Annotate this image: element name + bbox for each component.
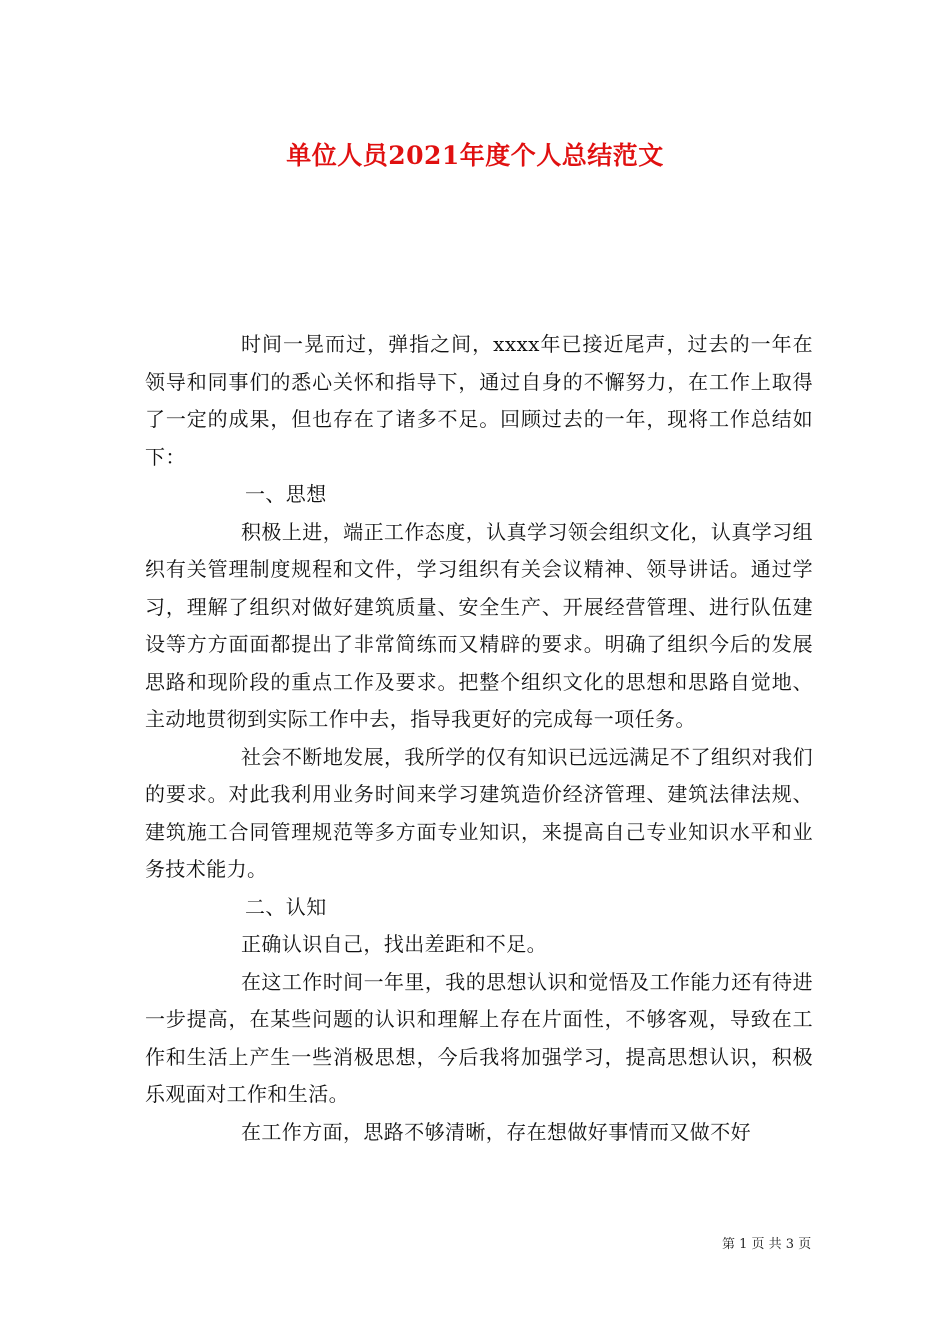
section-heading-thought: 一、思想	[245, 482, 327, 506]
document-title: 单位人员2021年度个人总结范文	[286, 141, 664, 170]
paragraph-thought-1: 积极上进，端正工作态度，认真学习领会组织文化，认真学习组织有关管理制度规程和文件，学习组织有关会议精神、领导讲话。通过学习，理解了组织对做好建筑质量、安全生产、开展经营管理、进行队伍建设等方方面面都提出了非常简练而又精辟的要求。明确了组织今后的发展思路和现阶段的重点工作及要求。把整个组织文化的思想和思路自觉地、主动地贯彻到实际工作中去，指导我更好的完成每一项任务。	[145, 519, 813, 731]
paragraph-cognition-1: 正确认识自己，找出差距和不足。	[241, 932, 547, 956]
paragraph-cognition-3: 在工作方面，思路不够清晰，存在想做好事情而又做不好	[241, 1119, 751, 1144]
paragraph-thought-2: 社会不断地发展，我所学的仅有知识已远远满足不了组织对我们的要求。对此我利用业务时间来学习建筑造价经济管理、建筑法律法规、建筑施工合同管理规范等多方面专业知识，来提高自己专业知识水平和业务技术能力。	[145, 744, 813, 881]
paragraph-cognition-2: 在这工作时间一年里，我的思想认识和觉悟及工作能力还有待进一步提高，在某些问题的认识和理解上存在片面性，不够客观，导致在工作和生活上产生一些消极思想，今后我将加强学习，提高思想认识，积极乐观面对工作和生活。	[145, 969, 813, 1106]
page-number-footer: 第 1 页 共 3 页	[722, 1237, 812, 1252]
section-heading-cognition: 二、认知	[245, 894, 327, 919]
paragraph-intro: 时间一晃而过，弹指之间，xxxx年已接近尾声，过去的一年在领导和同事们的悉心关怀和指导下，通过自身的不懈努力，在工作上取得了一定的成果，但也存在了诸多不足。回顾过去的一年，现将工作总结如下：	[145, 332, 813, 469]
document-body	[145, 326, 813, 1151]
